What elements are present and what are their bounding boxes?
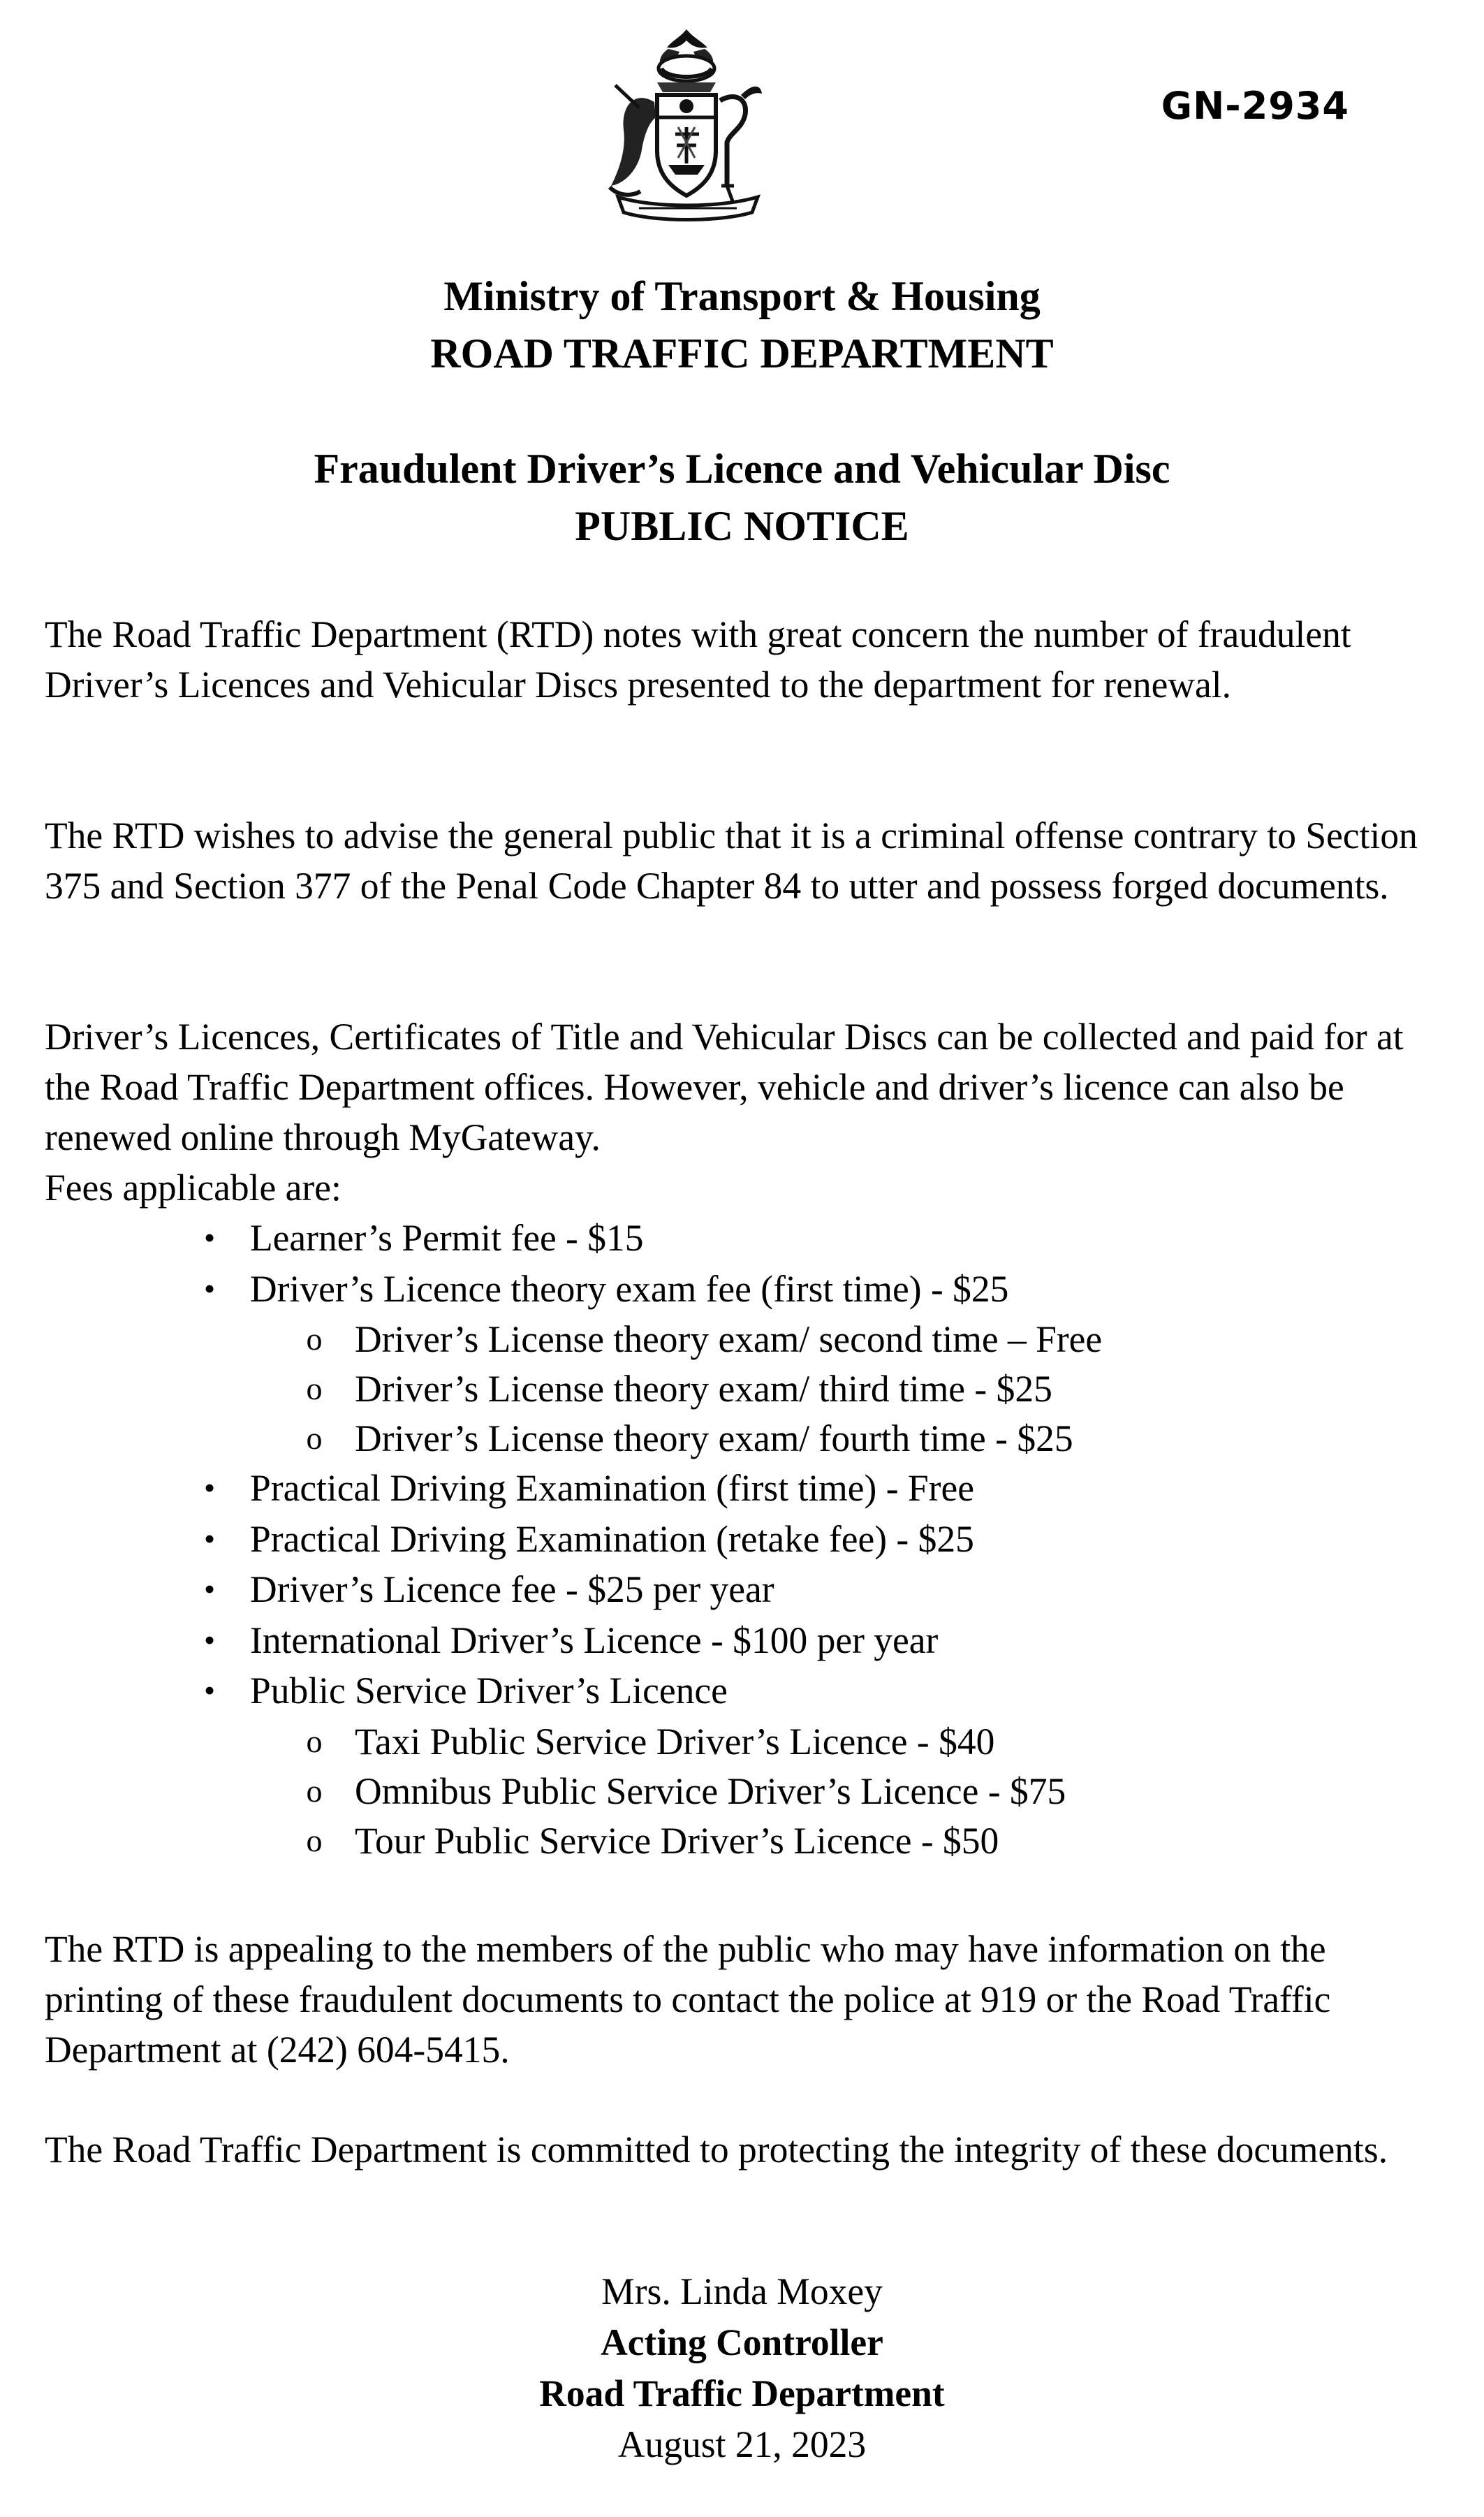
fee-item (0, 1463, 1484, 1514)
fee-subitem (0, 1364, 1484, 1413)
coat-of-arms-emblem (590, 25, 786, 228)
notice-subject: Fraudulent Driver’s Licence and Vehicular Disc (314, 446, 1170, 492)
fee-item (0, 1564, 1484, 1615)
fee-text: Learner’s Permit fee - $15 (250, 1217, 644, 1259)
collection-paragraph (45, 1012, 1441, 1213)
signatory-department: Road Traffic Department (539, 2372, 945, 2414)
sub-bullet-marker: o (306, 1772, 323, 1809)
commitment-paragraph: The Road Traffic Department is committed to protecting the integrity of these documents. (45, 2129, 1388, 2171)
fee-item (0, 1514, 1484, 1565)
notice-number: GN-2934 (1161, 84, 1349, 128)
bullet-marker: • (203, 1520, 216, 1556)
fee-text: Driver’s Licence theory exam fee (first time) - $25 (250, 1267, 1009, 1310)
fee-text: Public Service Driver’s Licence (250, 1670, 728, 1712)
fee-subitem (0, 1314, 1484, 1364)
fee-text: Tour Public Service Driver’s Licence - $50 (355, 1819, 999, 1862)
fee-text: Driver’s License theory exam/ third time - $25 (355, 1368, 1052, 1410)
bullet-marker: • (203, 1270, 216, 1306)
fees-heading: Fees applicable are: (45, 1167, 341, 1209)
fee-item (0, 1615, 1484, 1666)
fee-text: International Driver’s Licence - $100 per year (250, 1619, 939, 1661)
fee-text: Omnibus Public Service Driver’s Licence - $75 (355, 1770, 1066, 1812)
fee-text: Practical Driving Examination (first time) - Free (250, 1467, 974, 1509)
fee-subitem (0, 1413, 1484, 1463)
fee-text: Driver’s License theory exam/ second time – Free (355, 1318, 1103, 1360)
sub-bullet-marker: o (306, 1371, 323, 1406)
fee-subitem (0, 1816, 1484, 1865)
bullet-marker: • (203, 1470, 216, 1505)
appeal-paragraph: The RTD is appealing to the members of the public who may have information on the printing of these fraudulent documents to contact the police at 919 or the Road Traffic Department at (242) 604-5415. (45, 1928, 1331, 2071)
fee-text: Practical Driving Examination (retake fee) - $25 (250, 1517, 974, 1560)
collection-text: Driver’s Licences, Certificates of Title and Vehicular Discs can be collected and paid for at the Road Traffic Department offices. However, vehicle and driver’s licence can also be renewed online through MyGateway. (45, 1016, 1404, 1158)
fee-subitem (0, 1716, 1484, 1766)
fee-text: Driver’s Licence fee - $25 per year (250, 1568, 774, 1610)
fee-subitem (0, 1766, 1484, 1816)
fee-item (0, 1665, 1484, 1716)
sub-bullet-marker: o (306, 1321, 323, 1357)
intro-paragraph: The Road Traffic Department (RTD) notes with great concern the number of fraudulent Driver’s Licences and Vehicular Discs presented to the department for renewal. (45, 613, 1351, 706)
sub-bullet-marker: o (306, 1723, 323, 1759)
fee-item (0, 1213, 1484, 1264)
bullet-marker: • (203, 1220, 216, 1255)
fee-text: Taxi Public Service Driver’s Licence - $40 (355, 1720, 995, 1763)
ministry-header (0, 268, 1484, 382)
fee-list (0, 1213, 1484, 1865)
fee-item (0, 1264, 1484, 1315)
signature-block (0, 2266, 1484, 2470)
sub-bullet-marker: o (306, 1420, 323, 1456)
bullet-marker: • (203, 1571, 216, 1607)
department-name: ROAD TRAFFIC DEPARTMENT (430, 330, 1054, 377)
signatory-name: Mrs. Linda Moxey (601, 2270, 883, 2312)
ministry-name: Ministry of Transport & Housing (443, 273, 1041, 319)
fee-text: Driver’s License theory exam/ fourth time - $25 (355, 1417, 1073, 1459)
notice-type: PUBLIC NOTICE (575, 503, 909, 549)
notice-date: August 21, 2023 (617, 2423, 867, 2465)
bullet-marker: • (203, 1672, 216, 1708)
bullet-marker: • (203, 1621, 216, 1658)
sub-bullet-marker: o (306, 1822, 323, 1858)
notice-title (0, 440, 1484, 555)
signatory-title: Acting Controller (601, 2321, 883, 2363)
warning-paragraph: The RTD wishes to advise the general public that it is a criminal offense contrary to Section 375 and Section 377 of the Penal Code Chapter 84 to utter and possess forged documents. (45, 815, 1418, 907)
